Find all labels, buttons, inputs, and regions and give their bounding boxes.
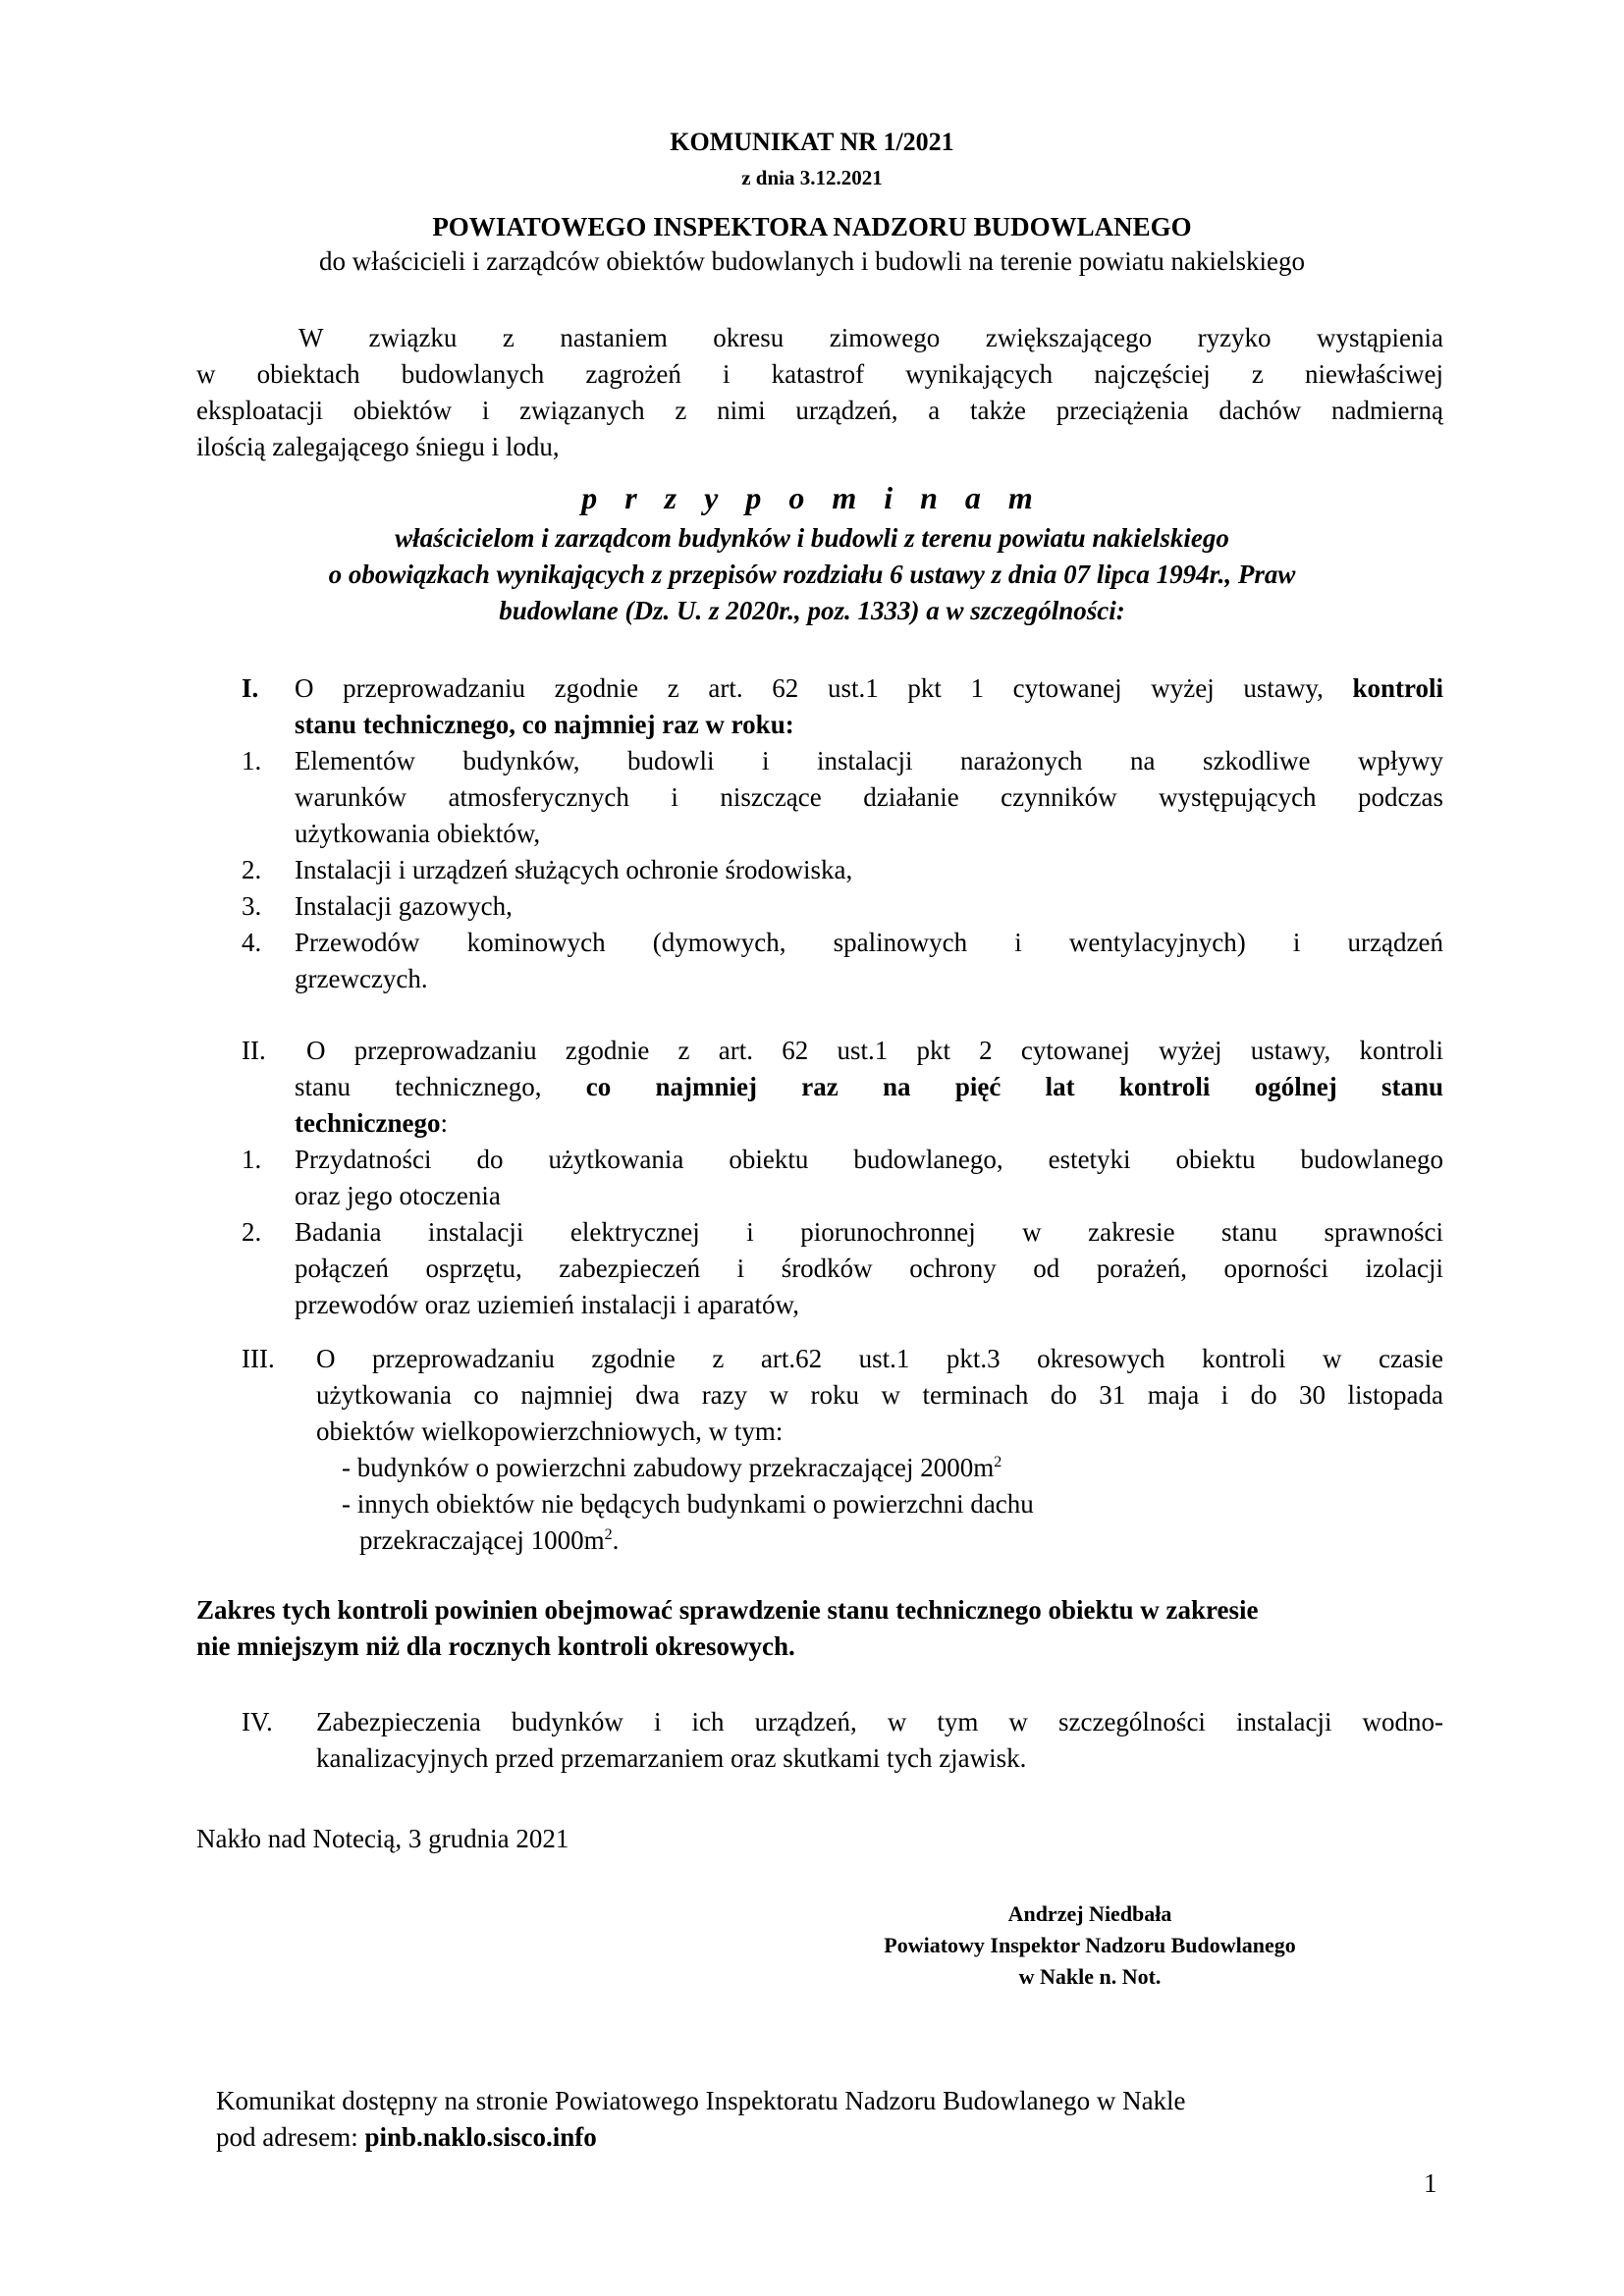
addressees-line: do właścicieli i zarządców obiektów budowlanych i budowli na terenie powiatu nakielskiego [319,246,1305,276]
section-1-heading: O przeprowadzaniu zgodnie z art. 62 ust.1 pkt 1 cytowanej wyżej ustawy, kontroli stanu technicznego, co najmniej raz w roku: [295,673,1444,739]
intro-line: eksploatacji obiektów i związanych z nimi urządzeń, a także przeciążenia dachów nadmierną [196,396,1443,425]
section-3-numeral: III. [242,1344,275,1373]
reminder-line: o obowiązkach wynikających z przepisów rozdziału 6 ustawy z dnia 07 lipca 1994r., Praw [328,560,1296,589]
reminder-line: właścicielom i zarządcom budynków i budowli z terenu powiatu nakielskiego [395,523,1229,553]
reminder-word: p r z y p o m i n a m [581,480,1043,515]
section-3-text: O przeprowadzaniu zgodnie z art.62 ust.1 pkt.3 okresowych kontroli w czasie użytkowania co najmniej dwa razy w roku w terminach do 31 maja i do 30 listopada obiektów wielkopowierzchniowych, w tym: - budynków o powierzchni zabudowy przekraczającej $2000m^2$ - innych obiektów nie będących budynkami o powierzchni dachu przekraczającej $1000m^2$. [316,1341,1443,1559]
section-4-text: Zabezpieczenia budynków i ich urządzeń, w tym w szczególności instalacji wodno- kanalizacyjnych przed przemarzaniem oraz skutkami tych zjawisk. [316,1707,1443,1773]
signatory-role: Powiatowy Inspektor Nadzoru Budowlanego [884,1933,1296,1957]
page-number: 1 [1424,2168,1437,2198]
reminder-line: budowlane (Dz. U. z 2020r., poz. 1333) a w szczególności: [499,596,1125,625]
website-address: pinb.naklo.sisco.info [364,2122,597,2152]
list-item: 2. Badania instalacji elektrycznej i piorunochronnej w zakresie stanu sprawności połączeń osprzętu, zabezpieczeń i środków ochrony od porażeń, oporności izolacji przewodów oraz uziemień instalacji i aparatów, [242,1217,1443,1319]
document-title: KOMUNIKAT NR 1/2021 [670,128,954,156]
scope-note: Zakres tych kontroli powinien obejmować sprawdzenie stanu technicznego obiektu w zakresie nie mniejszym niż dla rocznych kontroli okresowych. [196,1595,1259,1661]
section-4-numeral: IV. [242,1707,273,1736]
intro-line: w obiektach budowlanych zagrożeń i katastrof wynikających najczęściej z niewłaściwej [196,359,1443,389]
intro-paragraph [196,320,1443,465]
intro-line: ilością zalegającego śniegu i lodu, [196,432,560,461]
dash-item: - budynków o powierzchni zabudowy przekraczającej $2000m^2$ [342,1453,1002,1482]
list-item: 2. Instalacji i urządzeń służących ochronie środowiska, [242,855,853,884]
reminder-text [0,520,1624,629]
place-date: Nakło nad Notecią, 3 grudnia 2021 [196,1824,569,1853]
footer-note: Komunikat dostępny na stronie Powiatowego Inspektoratu Nadzoru Budowlanego w Nakle pod adresem: pinb.naklo.sisco.info [216,2086,1186,2152]
section-1-numeral: I. [242,673,259,703]
signatory-office: w Nakle n. Not. [1018,1964,1162,1989]
signature-block [815,1898,1365,1993]
list-item: 4. Przewodów kominowych (dymowych, spalinowych i wentylacyjnych) i urządzeń grzewczych. [242,928,1443,993]
section-2-heading: O przeprowadzaniu zgodnie z art. 62 ust.1 pkt 2 cytowanej wyżej ustawy, kontroli stanu technicznego, co najmniej raz na pięć lat kontroli ogólnej stanu technicznego: [295,1036,1444,1138]
signatory-name: Andrzej Niedbała [1007,1901,1172,1926]
dash-item: - innych obiektów nie będących budynkami o powierzchni dachu [342,1489,1034,1519]
section-1-list [242,743,1443,997]
dash-item: przekraczającej $1000m^2$. [359,1525,620,1555]
list-item: 1. Elementów budynków, budowli i instalacji narażonych na szkodliwe wpływy warunków atmosferycznych i niszczące działanie czynników występujących podczas użytkowania obiektów, [242,746,1443,848]
section-2-list [242,1142,1443,1323]
section-2-numeral: II. [242,1036,266,1065]
intro-line: W związku z nastaniem okresu zimowego zwiększającego ryzyko wystąpienia [298,323,1443,352]
list-item: 1. Przydatności do użytkowania obiektu budowlanego, estetyki obiektu budowlanego oraz jego otoczenia [242,1145,1443,1210]
document-date: z dnia 3.12.2021 [741,166,883,189]
list-item: 3. Instalacji gazowych, [242,891,513,921]
authority-heading: POWIATOWEGO INSPEKTORA NADZORU BUDOWLANEGO [432,212,1192,241]
